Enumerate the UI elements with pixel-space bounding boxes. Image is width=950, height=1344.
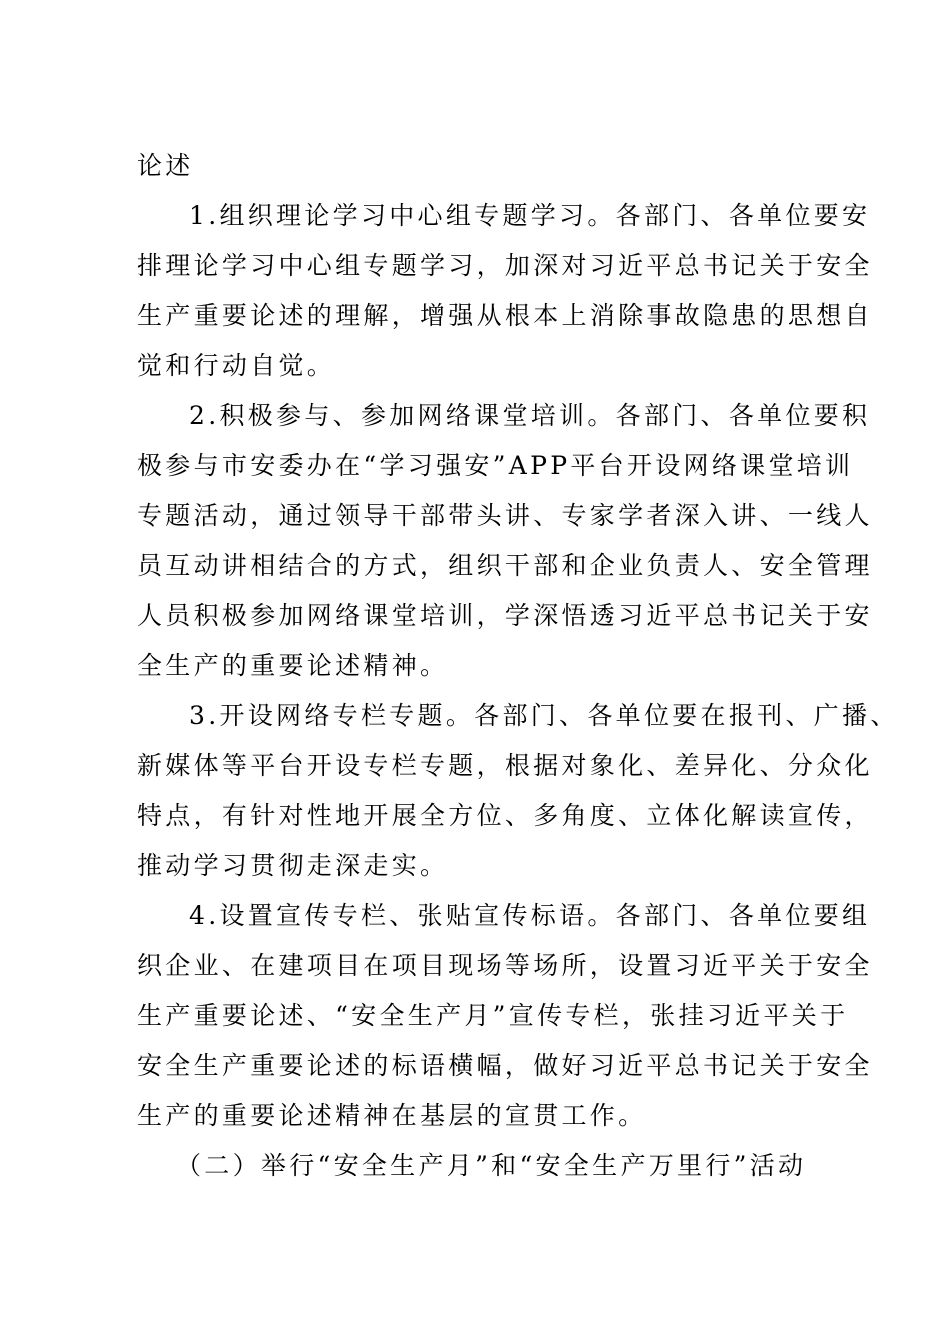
- text-line: 2.积极参与、参加网络课堂培训。各部门、各单位要积: [189, 401, 871, 430]
- text-line: 特点，有针对性地开展全方位、多角度、立体化解读宣传，: [137, 801, 873, 830]
- text-line: 觉和行动自觉。: [137, 351, 336, 380]
- text-line: 员互动讲相结合的方式，组织干部和企业负责人、安全管理: [137, 551, 873, 580]
- section-heading: （二）举行“安全生产月”和“安全生产万里行”活动: [176, 1151, 807, 1180]
- text-line: 安全生产重要论述的标语横幅，做好习近平总书记关于安全: [137, 1051, 873, 1080]
- text-line: 4.设置宣传专栏、张贴宣传标语。各部门、各单位要组: [189, 901, 871, 930]
- text-line: 排理论学习中心组专题学习，加深对习近平总书记关于安全: [137, 251, 873, 280]
- text-line: 生产的重要论述精神在基层的宣贯工作。: [137, 1101, 647, 1130]
- text-line: 1.组织理论学习中心组专题学习。各部门、各单位要安: [189, 201, 871, 230]
- text-line: 推动学习贯彻走深走实。: [137, 851, 449, 880]
- text-line: 人员积极参加网络课堂培训，学深悟透习近平总书记关于安: [137, 601, 873, 630]
- text-line: 极参与市安委办在“学习强安”APP平台开设网络课堂培训: [137, 451, 854, 480]
- text-line: 全生产的重要论述精神。: [137, 651, 449, 680]
- text-line: 新媒体等平台开设专栏专题，根据对象化、差异化、分众化: [137, 751, 873, 780]
- text-line: 专题活动，通过领导干部带头讲、专家学者深入讲、一线人: [137, 501, 873, 530]
- text-line: 生产重要论述的理解，增强从根本上消除事故隐患的思想自: [137, 301, 873, 330]
- text-line: 织企业、在建项目在项目现场等场所，设置习近平关于安全: [137, 951, 873, 980]
- text-line: 论述: [137, 151, 194, 180]
- text-line: 生产重要论述、“安全生产月”宣传专栏，张挂习近平关于: [137, 1001, 849, 1030]
- text-line: 3.开设网络专栏专题。各部门、各单位要在报刊、广播、: [189, 701, 899, 730]
